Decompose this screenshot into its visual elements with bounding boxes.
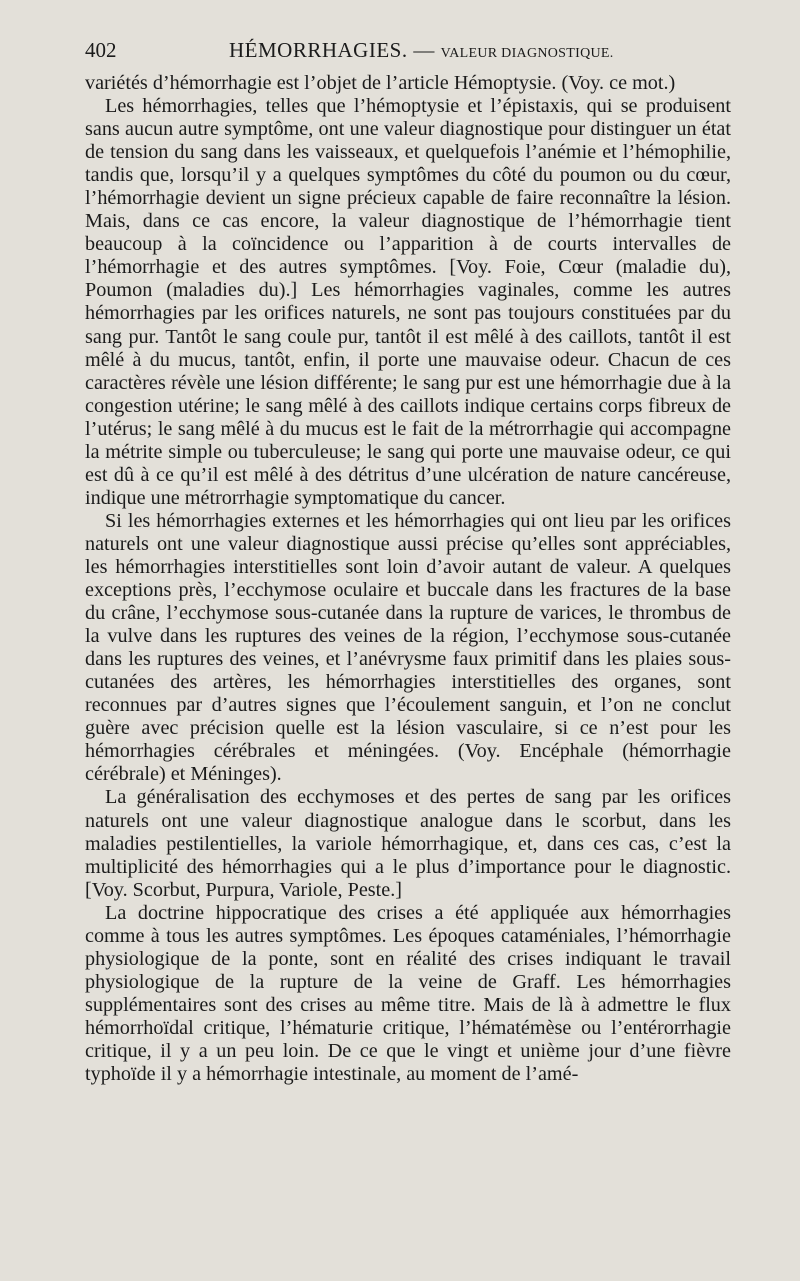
running-title-main: HÉMORRHAGIES. — [229, 38, 408, 62]
running-title-separator: — — [413, 38, 435, 62]
running-title-subtitle: VALEUR DIAGNOSTIQUE. — [440, 46, 614, 61]
paragraph-hemorrhage-diagnostic-value: Les hémorrhagies, telles que l’hémoptysie et l’épistaxis, qui se produisent sans aucun autre symptôme, ont une valeur diagnostique pour distinguer un état de tension du sang dans les vaisseaux, et quelquefois l’anémie et l’hémophilie, tandis que, lorsqu’il y a quelques symptômes du côté du poumon ou du cœur, l’hémorrhagie devient un signe précieux capable de faire reconnaître la lésion. Mais, dans ce cas encore, la valeur diagnostique de l’hémorrhagie tient beaucoup à la coïncidence ou l’apparition à de courts intervalles de l’hémorrhagie et des autres symptômes. [Voy. Foie, Cœur (maladie du), Poumon (maladies du).] Les hémorrhagies vaginales, comme les autres hémorrhagies par les orifices naturels, ne sont pas toujours constituées par du sang pur. Tantôt le sang coule pur, tantôt il est mêlé à des caillots, tantôt il est mêlé à du mucus, tantôt, enfin, il porte une mauvaise odeur. Chacun de ces caractères révèle une lésion différente; le sang pur est une hémorrhagie due à la congestion utérine; le sang mêlé à des caillots indique certains corps fibreux de l’utérus; le sang mêlé à du mucus est le fait de la métrorrhagie qui accompagne la métrite simple ou tuberculeuse; le sang qui porte une mauvaise odeur, ce qui est dû à ce qu’il est mêlé à des détritus d’une ulcération de nature cancéreuse, indique une métrorrhagie symptomatique du cancer. — [85, 95, 731, 509]
paragraph-generalized-ecchymoses: La généralisation des ecchymoses et des pertes de sang par les orifices naturels ont une valeur diagnostique analogue dans le scorbut, dans les maladies pestilentielles, la variole hémorrhagique, et, dans ces cas, c’est la multiplicité des hémorrhagies qui a le plus d’importance pour le diagnostic. [Voy. Scorbut, Purpura, Variole, Peste.] — [85, 786, 731, 901]
body-text — [85, 72, 731, 1086]
paragraph-hippocratic-crises: La doctrine hippocratique des crises a été appliquée aux hémorrhagies comme à tous les autres symptômes. Les époques cataméniales, l’hémorrhagie physiologique de la ponte, sont en réalité des crises indiquant le travail physiologique de la rupture de la veine de Graff. Les hémorrhagies supplémentaires sont des crises au même titre. Mais de là à admettre le flux hémorrhoïdal critique, l’hématurie critique, l’hématémèse ou l’entérorrhagie critique, il y a un peu loin. De ce que le vingt et unième jour d’une fièvre typhoïde il y a hémorrhagie intestinale, au moment de l’amé- — [85, 901, 731, 1086]
paragraph-continuation: variétés d’hémorrhagie est l’objet de l’article Hémoptysie. (Voy. ce mot.) — [85, 72, 676, 94]
paragraph-interstitial-hemorrhages: Si les hémorrhagies externes et les hémorrhagies qui ont lieu par les orifices naturels ont une valeur diagnostique aussi précise qu’elles sont appréciables, les hémorrhagies interstitielles sont loin d’avoir autant de valeur. A quelques exceptions près, l’ecchymose oculaire et buccale dans les fractures de la base du crâne, l’ecchymose sous-cutanée dans la rupture de varices, le thrombus de la vulve dans les ruptures des veines de la région, l’ecchymose sous-cutanée dans les ruptures des veines, et l’anévrysme faux primitif dans les plaies sous-cutanées des artères, les hémorrhagies interstitielles des organes, sont reconnues par d’autres signes que l’écoulement sanguin, et l’on ne conclut guère avec précision quelle est la lésion vasculaire, si ce n’est pour les hémorrhagies cérébrales et méningées. (Voy. Encéphale (hémorrhagie cérébrale) et Méninges). — [85, 509, 731, 786]
running-head — [85, 38, 735, 68]
running-title — [229, 38, 614, 63]
page-number: 402 — [85, 38, 117, 62]
